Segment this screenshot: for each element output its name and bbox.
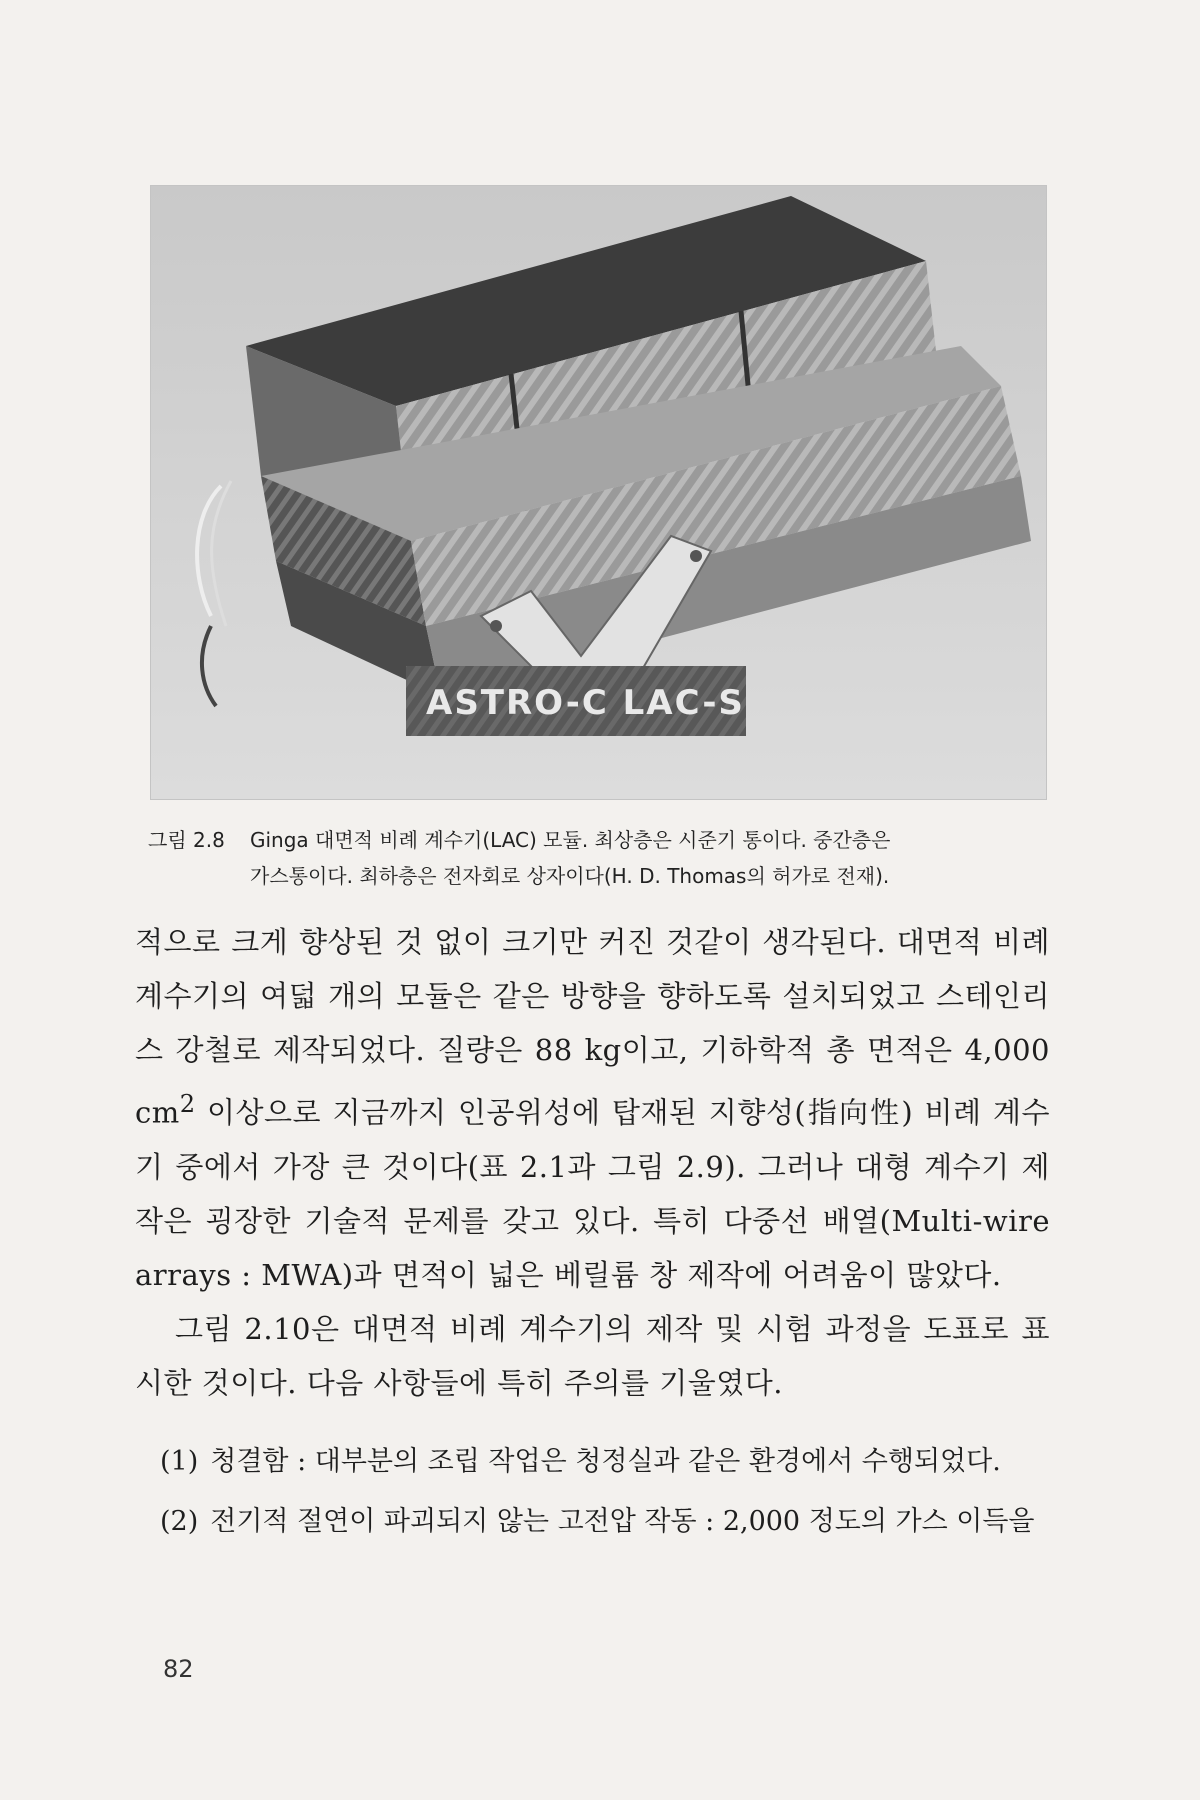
list-text: 전기적 절연이 파괴되지 않는 고전압 작동 : 2,000 정도의 가스 이득을 xyxy=(210,1506,1035,1537)
body-text xyxy=(135,915,1050,1410)
page-number: 82 xyxy=(163,1655,194,1683)
figure-caption xyxy=(148,822,1048,894)
paragraph-1 xyxy=(135,915,1050,1302)
superscript-2: 2 xyxy=(179,1090,196,1118)
caption-line2: 가스통이다. 최하층은 전자회로 상자이다(H. D. Thomas의 허가로 전재). xyxy=(250,864,890,888)
paragraph-1-part1: 적으로 크게 향상된 것 없이 크기만 커진 것같이 생각된다. 대면적 비례 계수기의 여덟 개의 모듈은 같은 방향을 향하도록 설치되었고 스테인리스 강철로 제작되었다. 질량은 88 kg이고, 기하학적 총 면적은 4,000 cm xyxy=(135,925,1050,1130)
list-text: 청결함 : 대부분의 조립 작업은 청정실과 같은 환경에서 수행되었다. xyxy=(210,1446,1001,1477)
list-marker: (1) xyxy=(160,1446,199,1477)
paragraph-2: 그림 2.10은 대면적 비례 계수기의 제작 및 시험 과정을 도표로 표시한 것이다. 다음 사항들에 특히 주의를 기울였다. xyxy=(135,1311,1050,1400)
list-marker: (2) xyxy=(160,1506,199,1537)
caption-line1: Ginga 대면적 비례 계수기(LAC) 모듈. 최상층은 시준기 통이다. 중간층은 xyxy=(250,828,891,852)
nameplate-text: ASTRO-C LAC-S xyxy=(426,683,745,723)
list-item xyxy=(160,1432,1050,1492)
list-item xyxy=(160,1492,1050,1552)
numbered-list xyxy=(160,1432,1050,1552)
lac-module-photo xyxy=(151,186,1046,799)
caption-number: 그림 2.8 xyxy=(148,828,225,852)
paragraph-1-part2: 이상으로 지금까지 인공위성에 탑재된 지향성(指向性) 비례 계수기 중에서 가장 큰 것이다(표 2.1과 그림 2.9). 그러나 대형 계수기 제작은 굉장한 기술적 문제를 갖고 있다. 특히 다중선 배열(Multi-wire arrays : MWA)과 면적이 넓은 베릴륨 창 제작에 어려움이 많았다. xyxy=(135,1095,1050,1292)
figure-photo xyxy=(150,185,1047,800)
